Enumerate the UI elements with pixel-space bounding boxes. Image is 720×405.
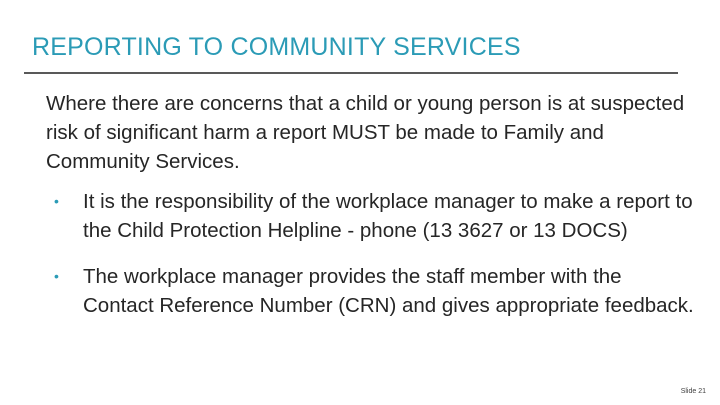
bullet-item: [46, 262, 696, 320]
bullet-text: It is the responsibility of the workplace manager to make a report to the Child Protection Helpline - phone (13 3627 or 13 DOCS): [83, 190, 693, 242]
title-divider: [24, 72, 678, 74]
slide-title: REPORTING TO COMMUNITY SERVICES: [32, 33, 521, 61]
bullet-text: The workplace manager provides the staff member with the Contact Reference Number (CRN) and gives appropriate feedback.: [83, 265, 694, 317]
bullet-icon: •: [54, 193, 59, 209]
slide-number: Slide 21: [680, 388, 706, 395]
bullet-list: [46, 187, 696, 337]
bullet-icon: •: [54, 268, 59, 284]
intro-paragraph: Where there are concerns that a child or young person is at suspected risk of significant harm a report MUST be made to Family and Community Services.: [46, 92, 685, 173]
bullet-item: [46, 187, 696, 245]
